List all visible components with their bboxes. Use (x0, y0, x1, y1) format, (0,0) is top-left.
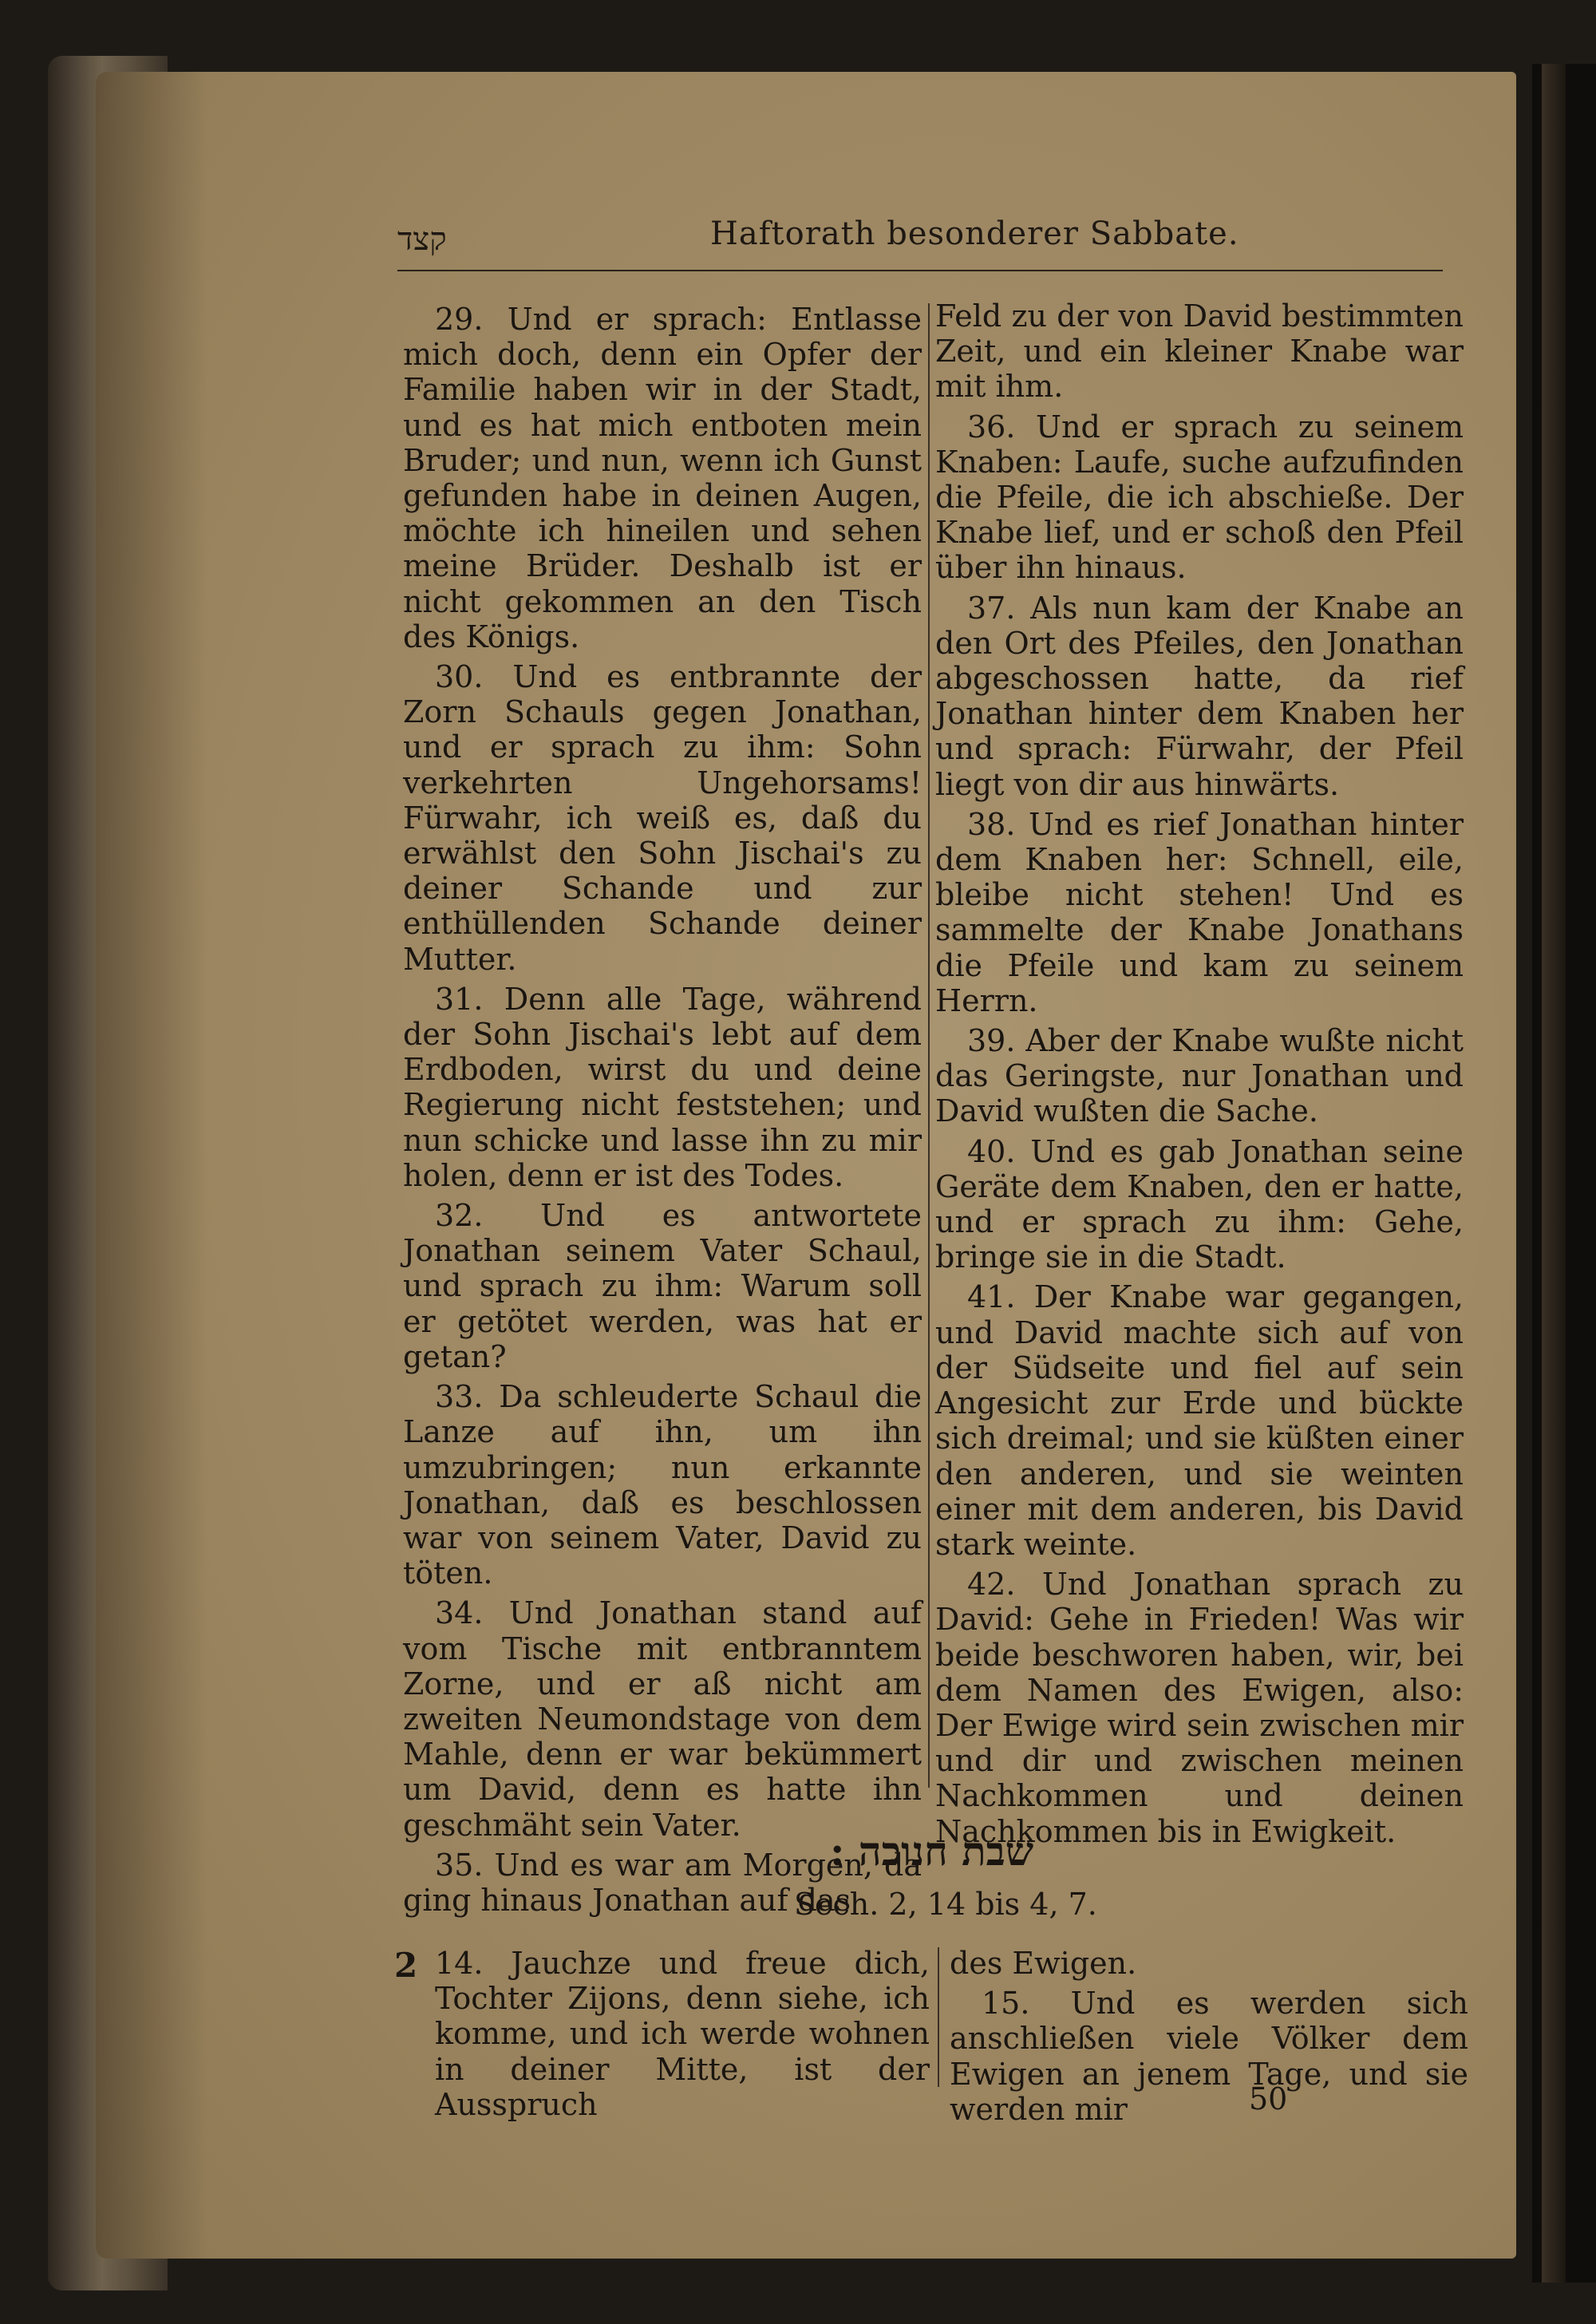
facing-page-edge (1532, 64, 1596, 2282)
verse-36: 36. Und er sprach zu seinem Knaben: Laufe, suche aufzufinden die Pfeile, die ich abschieße. Der Knabe lief, und er schoß den Pfeil über ihn hinaus. (935, 409, 1464, 586)
spine-shadow (96, 72, 207, 2259)
column-divider (928, 303, 930, 1788)
verse-14: 14. Jauchze und freue dich, Tochter Zijons, denn siehe, ich komme, und ich werde wohnen in deiner Mitte, ist der Ausspruch (435, 1946, 930, 2122)
verse-41: 41. Der Knabe war gegangen, und David machte sich auf von der Südseite und fiel auf sein Angesicht zur Erde und bückte sich dreimal; und sie küßten einer den anderen, und sie weinten einer mit dem anderen, bis David stark weinte. (935, 1279, 1464, 1562)
verse-35-continued: Feld zu der von David bestimmten Zeit, und ein kleiner Knabe war mit ihm. (935, 298, 1464, 405)
verse-40: 40. Und es gab Jonathan seine Geräte dem Knaben, den er hatte, und er sprach zu ihm: Gehe, bringe sie in die Stadt. (935, 1133, 1464, 1275)
chapter-marker: 2 (394, 1946, 418, 1985)
page-number-hebrew: קצד (397, 221, 447, 258)
verse-37: 37. Als nun kam der Knabe an den Ort des Pfeiles, den Jonathan abgeschossen hatte, da rief Jonathan hinter dem Knaben her und sprach: Fürwahr, der Pfeil liegt von dir aus hinwärts. (935, 590, 1464, 802)
scripture-reference: Sech. 2, 14 bis 4, 7. (794, 1887, 1097, 1922)
header-rule (397, 270, 1443, 271)
verse-35: 35. Und es war am Morgen, da ging hinaus Jonathan auf das (403, 1847, 922, 1918)
column-divider-2 (938, 1947, 939, 2087)
right-column (935, 298, 1464, 1854)
verse-30: 30. Und es entbrannte der Zorn Schauls gegen Jonathan, und er sprach zu ihm: Sohn verkehrten Ungehorsams! Fürwahr, ich weiß es, daß du erwählst den Sohn Jischai's zu deiner Schande und zur enthüllenden Schande deiner Mutter. (403, 659, 922, 977)
left-column (403, 302, 922, 1923)
verse-14-continued: des Ewigen. (950, 1946, 1137, 1981)
verse-31: 31. Denn alle Tage, während der Sohn Jischai's lebt auf dem Erdboden, wirst du und deine Regierung nicht feststehen; und nun schicke und lasse ihn zu mir holen, denn er ist des Todes. (403, 981, 922, 1193)
verse-34: 34. Und Jonathan stand auf vom Tische mit entbranntem Zorne, und er aß nicht am zweiten Neumondstage von dem Mahle, denn er war bekümmert um David, denn es hatte ihn geschmäht sein Vater. (403, 1595, 922, 1843)
signature-number: 50 (1249, 2081, 1288, 2116)
right-column-2 (950, 1946, 1468, 2132)
verse-15: 15. Und es werden sich anschließen viele Völker dem Ewigen an jenem Tage, und sie werden mir (950, 1986, 1468, 2127)
section-title-hebrew: שבת חנוכה : (830, 1828, 1034, 1875)
verse-29: 29. Und er sprach: Entlasse mich doch, denn ein Opfer der Familie haben wir in der Stadt, und es hat mich entboten mein Bruder; und nun, wenn ich Gunst gefunden habe in deinen Augen, möchte ich hineilen und sehen meine Brüder. Deshalb ist er nicht gekommen an den Tisch des Königs. (403, 302, 922, 654)
verse-39: 39. Aber der Knabe wußte nicht das Geringste, nur Jonathan und David wußten die Sache. (935, 1023, 1464, 1129)
verse-32: 32. Und es antwortete Jonathan seinem Vater Schaul, und sprach zu ihm: Warum soll er getötet werden, was hat er getan? (403, 1198, 922, 1374)
running-title: Haftorath besonderer Sabbate. (710, 215, 1239, 252)
verse-33: 33. Da schleuderte Schaul die Lanze auf ihn, um ihn umzubringen; nun erkannte Jonathan, daß es beschlossen war von seinem Vater, David zu töten. (403, 1379, 922, 1591)
verse-38: 38. Und es rief Jonathan hinter dem Knaben her: Schnell, eile, bleibe nicht stehen! Und es sammelte der Knabe Jonathans die Pfeile und kam zu seinem Herrn. (935, 806, 1464, 1018)
verse-42: 42. Und Jonathan sprach zu David: Gehe in Frieden! Was wir beide beschworen haben, wir, bei dem Namen des Ewigen, also: Der Ewige wird sein zwischen mir und dir und zwischen meinen Nachkommen und deinen Nachkommen bis in Ewigkeit. (935, 1567, 1464, 1849)
left-column-2 (403, 1946, 930, 2127)
